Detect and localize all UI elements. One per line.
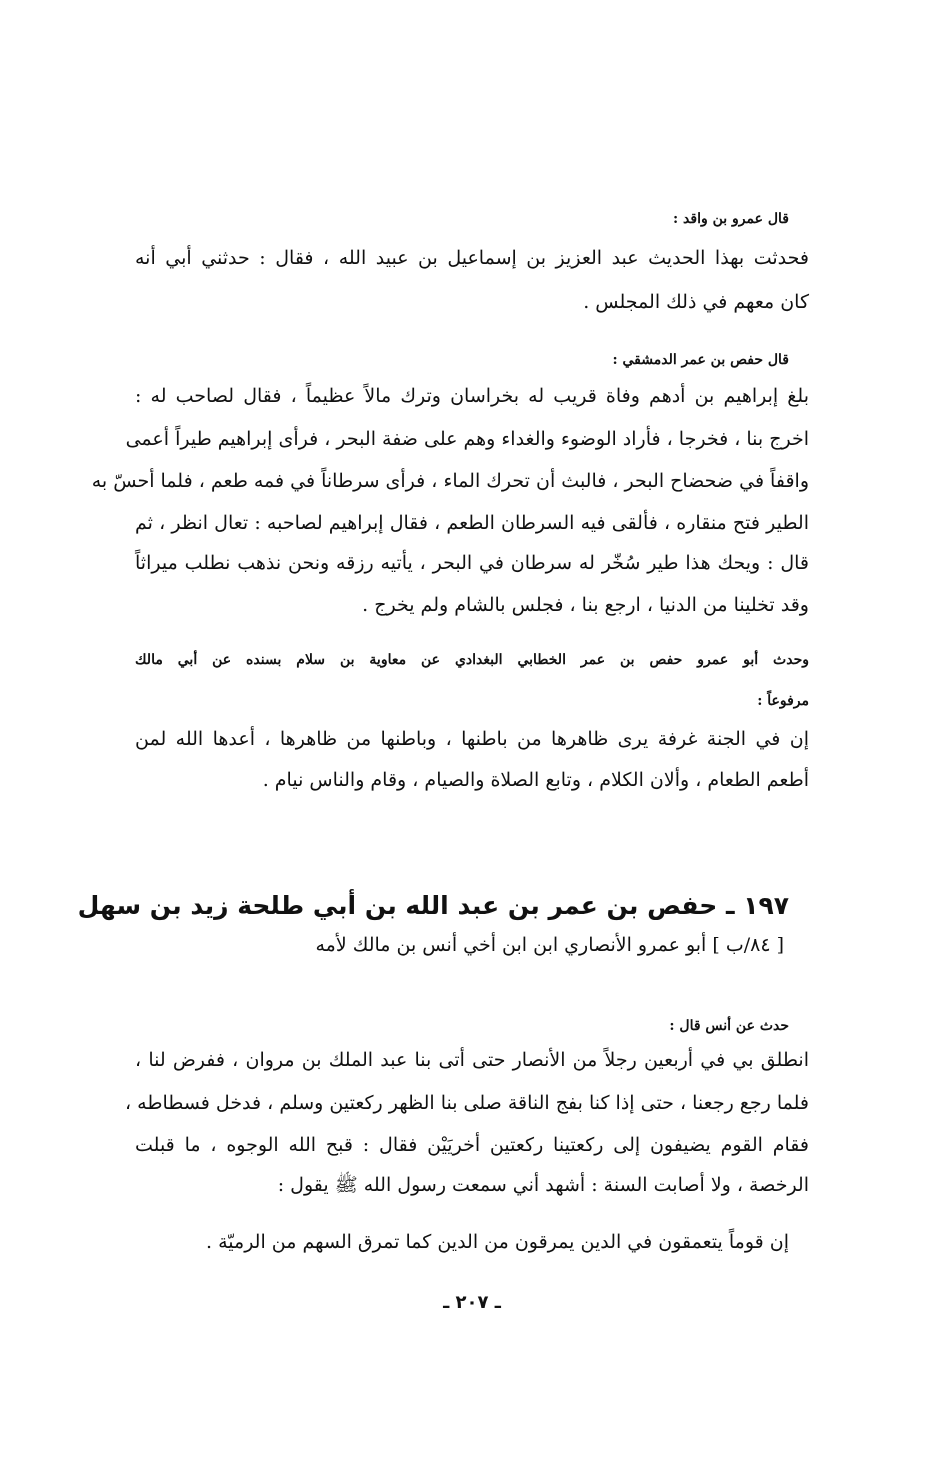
section2-line-6: وقد تخلينا من الدنيا ، ارجع بنا ، فجلس بالشام ولم يخرج . (362, 594, 809, 616)
section1-line-2: كان معهم في ذلك المجلس . (583, 291, 809, 313)
page-number: ـ ٢٠٧ ـ (443, 1292, 501, 1313)
section1-heading: قال عمرو بن واقد : (673, 211, 789, 227)
section2-line-3: واقفاً في ضحضاح البحر ، فالبث أن تحرك الماء ، فرأى سرطاناً في فمه طعم ، فلما أحسّ به (91, 470, 809, 492)
section4-line-2: فلما رجع رجعنا ، حتى إذا كنا بفج الناقة صلى بنا الظهر ركعتين وسلم ، فدخل فسطاطه ، (125, 1092, 809, 1114)
section2-heading: قال حفص بن عمر الدمشقي : (612, 352, 789, 368)
section2-line-5: قال : ويحك هذا طير سُخّر له سرطان في البحر ، يأتيه رزقه ونحن نذهب نطلب ميراثاً (135, 552, 809, 574)
section3-line-2: أطعم الطعام ، وألان الكلام ، وتابع الصلاة والصيام ، وقام والناس نيام . (262, 769, 809, 791)
section3-heading-line-2: مرفوعاً : (757, 693, 809, 709)
section4-line-1: انطلق بي في أربعين رجلاً من الأنصار حتى أتى بنا عبد الملك بن مروان ، ففرض لنا ، (135, 1049, 809, 1071)
section4-quote: إن قوماً يتعمقون في الدين يمرقون من الدين كما تمرق السهم من الرميّة . (206, 1231, 789, 1253)
section4-line-3: فقام القوم يضيفون إلى ركعتينا ركعتين أخريَيْن فقال : قبح الله الوجوه ، ما قبلت (135, 1134, 809, 1156)
section3-line-1: إن في الجنة غرفة يرى ظاهرها من باطنها ، وباطنها من ظاهرها ، أعدها الله لمن (135, 728, 809, 750)
section1-line-1: فحدثت بهذا الحديث عبد العزيز بن إسماعيل بن عبيد الله ، فقال : حدثني أبي أنه (135, 247, 809, 269)
entry-subtitle: [ ٨٤/ب ] أبو عمرو الأنصاري ابن ابن أخي أنس بن مالك لأمه (315, 934, 784, 956)
section2-line-4: الطير فتح منقاره ، فألقى فيه السرطان الطعم ، فقال إبراهيم لصاحبه : تعال انظر ، ثم (135, 512, 809, 534)
entry-title: ١٩٧ ـ حفص بن عمر بن عبد الله بن أبي طلحة زيد بن سهل (77, 891, 789, 920)
section2-line-1: بلغ إبراهيم بن أدهم وفاة قريب له بخراسان وترك مالاً عظيماً ، فقال لصاحب له : (135, 385, 809, 407)
section3-heading-line-1: وحدث أبو عمرو حفص بن عمر الخطابي البغدادي عن معاوية بن سلام بسنده عن أبي مالك (135, 652, 809, 668)
section4-line-4: الرخصة ، ولا أصابت السنة : أشهد أني سمعت رسول الله ﷺ يقول : (277, 1174, 809, 1196)
section4-heading: حدث عن أنس قال : (669, 1018, 789, 1034)
section2-line-2: اخرج بنا ، فخرجا ، فأراد الوضوء والغداء وهم على ضفة البحر ، فرأى إبراهيم طيراً أعمى (125, 428, 809, 450)
